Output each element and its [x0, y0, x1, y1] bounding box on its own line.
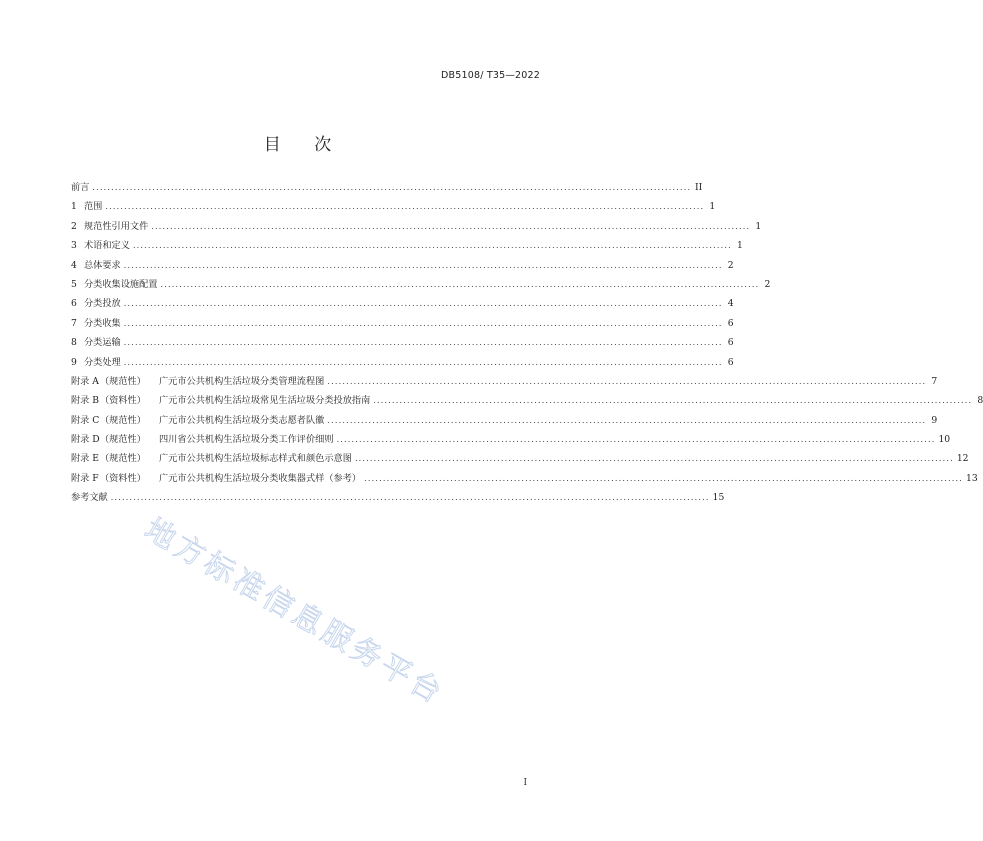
- toc-leader-dots: ................................................................................................................................................................: [354, 454, 954, 464]
- toc-entry-number: 8: [71, 337, 77, 349]
- toc-entry-category: （规范性）: [100, 375, 146, 387]
- toc-entry-page: 9: [931, 414, 938, 426]
- toc-leader-dots: ................................................................................................................................................................: [373, 396, 973, 406]
- toc-entry[interactable]: [71, 294, 734, 313]
- toc-entry-number: 7: [71, 317, 77, 329]
- toc-entry-label: 四川省公共机构生活垃圾分类工作评价细则: [159, 434, 334, 446]
- toc-leader-dots: ................................................................................................................................................................: [123, 260, 723, 270]
- toc-entry-category: （规范性）: [100, 453, 146, 465]
- toc-entry-page: 10: [938, 434, 951, 446]
- toc-entry-label: 分类收集设施配置: [84, 278, 158, 290]
- toc-entry-label: 总体要求: [84, 259, 121, 271]
- toc-entry-page: 6: [727, 317, 734, 329]
- toc-entry-number: 附录 A: [71, 375, 99, 387]
- toc-entry-page: 8: [977, 395, 983, 407]
- toc-leader-dots: ................................................................................................................................................................: [123, 318, 723, 328]
- toc-entry-number: 1: [71, 201, 77, 213]
- toc-leader-dots: ................................................................................................................................................................: [92, 183, 692, 192]
- toc-entry[interactable]: [71, 178, 703, 197]
- toc-entry[interactable]: [71, 449, 969, 468]
- toc-entry-page: 15: [712, 492, 725, 504]
- toc-entry[interactable]: [71, 353, 734, 372]
- toc-entry-label: 分类收集: [84, 317, 121, 329]
- toc-entry[interactable]: [71, 236, 743, 255]
- table-of-contents: [71, 178, 983, 508]
- toc-entry-label: 广元市公共机构生活垃圾常见生活垃圾分类投放指南: [159, 395, 371, 407]
- toc-leader-dots: ................................................................................................................................................................: [123, 338, 723, 348]
- toc-entry-page: II: [694, 182, 703, 193]
- toc-entry-label: 广元市公共机构生活垃圾标志样式和颜色示意图: [159, 453, 352, 465]
- toc-entry[interactable]: [71, 217, 762, 236]
- toc-entry-page: 6: [727, 356, 734, 368]
- toc-entry-category: （规范性）: [100, 434, 146, 446]
- toc-entry-number: 附录 D: [71, 434, 100, 446]
- toc-entry-number: 附录 E: [71, 453, 100, 465]
- toc-leader-dots: ................................................................................................................................................................: [336, 435, 936, 445]
- toc-entry[interactable]: [71, 411, 938, 430]
- toc-entry-label: 广元市公共机构生活垃圾分类管理流程图: [159, 375, 325, 387]
- toc-entry-label: 规范性引用文件: [84, 220, 149, 232]
- toc-entry[interactable]: [71, 256, 734, 275]
- toc-entry-number: 9: [71, 356, 77, 368]
- toc-entry[interactable]: [71, 314, 734, 333]
- toc-entry-label: 分类处理: [84, 356, 121, 368]
- page-number: I: [523, 778, 527, 788]
- toc-entry[interactable]: [71, 333, 734, 352]
- toc-entry-page: 13: [966, 472, 978, 484]
- toc-leader-dots: ................................................................................................................................................................: [110, 493, 710, 503]
- toc-leader-dots: ................................................................................................................................................................: [364, 473, 963, 483]
- toc-entry-page: 2: [727, 259, 734, 271]
- page-title: 目 次: [263, 135, 346, 155]
- toc-entry-number: 4: [71, 259, 77, 271]
- toc-entry-category: （资料性）: [100, 395, 146, 407]
- toc-entry-number: 附录 B: [71, 395, 100, 407]
- toc-entry-page: 1: [709, 201, 716, 213]
- toc-entry-number: 附录 C: [71, 414, 100, 426]
- toc-entry-page: 7: [931, 375, 938, 387]
- toc-entry-number: 3: [71, 240, 77, 252]
- toc-entry[interactable]: [71, 197, 716, 216]
- toc-leader-dots: ................................................................................................................................................................: [123, 299, 723, 309]
- document-code: DB5108/ T35—2022: [441, 70, 540, 81]
- toc-leader-dots: ................................................................................................................................................................: [160, 279, 760, 289]
- toc-entry-page: 6: [727, 337, 734, 349]
- toc-entry-category: （资料性）: [100, 472, 146, 484]
- toc-entry[interactable]: [71, 488, 725, 507]
- toc-entry-label: 参考文献: [71, 492, 108, 504]
- toc-leader-dots: ................................................................................................................................................................: [123, 357, 723, 367]
- toc-entry-page: 1: [736, 240, 743, 252]
- toc-entry-page: 12: [956, 453, 969, 465]
- toc-entry[interactable]: [71, 469, 978, 488]
- toc-entry-label: 分类运输: [84, 337, 121, 349]
- toc-entry-page: 1: [755, 220, 762, 232]
- toc-entry-label: 广元市公共机构生活垃圾分类收集器式样（参考）: [159, 472, 362, 484]
- toc-entry-number: 5: [71, 278, 77, 290]
- toc-entry[interactable]: [71, 391, 983, 410]
- toc-entry-number: 附录 F: [71, 472, 99, 484]
- toc-leader-dots: ................................................................................................................................................................: [105, 202, 705, 212]
- toc-leader-dots: ................................................................................................................................................................: [327, 415, 927, 425]
- toc-entry-label: 术语和定义: [84, 240, 130, 252]
- toc-leader-dots: ................................................................................................................................................................: [151, 221, 751, 231]
- toc-entry[interactable]: [71, 275, 771, 294]
- toc-entry-page: 2: [764, 278, 771, 290]
- watermark: 地方标准信息服务平台: [138, 511, 451, 713]
- toc-entry-label: 分类投放: [84, 298, 121, 310]
- toc-entry-label: 前言: [71, 182, 90, 193]
- toc-entry-number: 2: [71, 220, 77, 232]
- toc-entry-page: 4: [727, 298, 734, 310]
- toc-entry-label: 范围: [84, 201, 103, 213]
- toc-entry-number: 6: [71, 298, 77, 310]
- toc-leader-dots: ................................................................................................................................................................: [132, 241, 732, 251]
- toc-entry-category: （规范性）: [100, 414, 146, 426]
- toc-entry[interactable]: [71, 430, 951, 449]
- toc-entry[interactable]: [71, 372, 938, 391]
- toc-entry-label: 广元市公共机构生活垃圾分类志愿者队徽: [159, 414, 325, 426]
- toc-leader-dots: ................................................................................................................................................................: [327, 376, 927, 386]
